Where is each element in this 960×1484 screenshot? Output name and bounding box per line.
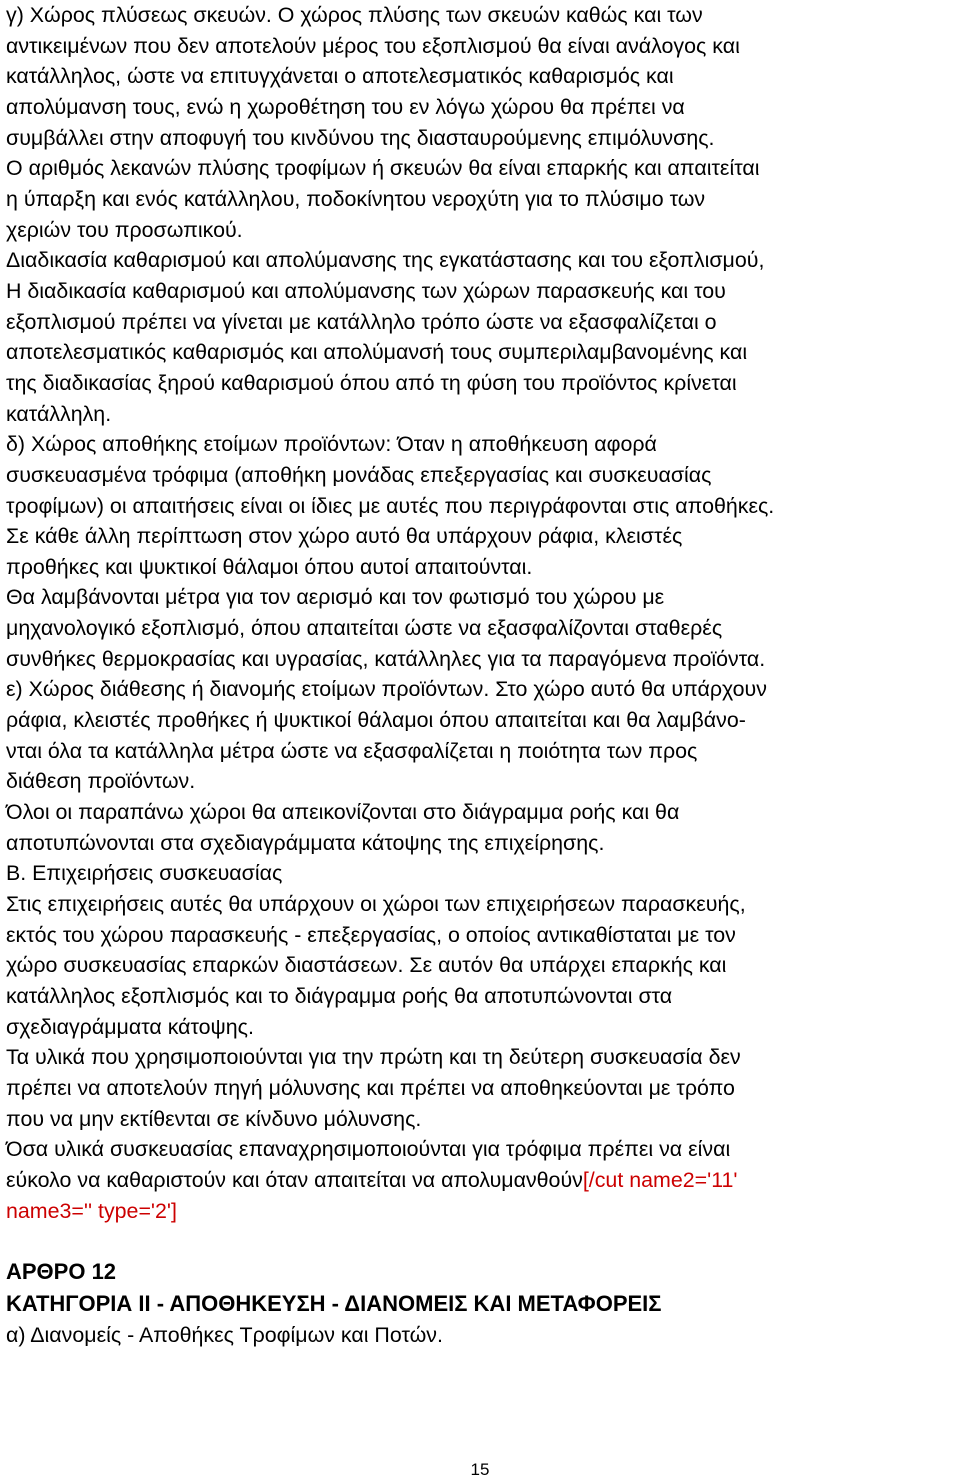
text-line: Στις επιχειρήσεις αυτές θα υπάρχουν οι χώροι των επιχειρήσεων παρασκευής, [6, 892, 746, 917]
text-line: εξοπλισμού πρέπει να γίνεται με κατάλληλο τρόπο ώστε να εξασφαλίζεται ο [6, 309, 717, 334]
text-line: προθήκες και ψυκτικοί θάλαμοι όπου αυτοί απαιτούνται. [6, 554, 533, 579]
text-line: Σε κάθε άλλη περίπτωση στον χώρο αυτό θα υπάρχουν ράφια, κλειστές [6, 524, 683, 549]
text-line: Β. Επιχειρήσεις συσκευασίας [6, 861, 283, 886]
text-line: Τα υλικά που χρησιμοποιούνται για την πρώτη και τη δεύτερη συσκευασία δεν [6, 1045, 741, 1070]
document-page [6, 0, 956, 1351]
text-line: της διαδικασίας ξηρού καθαρισμού όπου από τη φύση του προϊόντος κρίνεται [6, 370, 737, 395]
text-line: ε) Χώρος διάθεσης ή διανομής ετοίμων προϊόντων. Στο χώρο αυτό θα υπάρχουν [6, 677, 767, 702]
text-line: η ύπαρξη και ενός κατάλληλου, ποδοκίνητου νεροχύτη για το πλύσιμο των [6, 186, 706, 211]
text-line: εκτός του χώρου παρασκευής - επεξεργασίας, ο οποίος αντικαθίσταται με τον [6, 922, 736, 947]
text-line: πρέπει να αποτελούν πηγή μόλυνσης και πρέπει να αποθηκεύονται με τρόπο [6, 1075, 735, 1100]
body-text [6, 0, 956, 1226]
text-line: απολύμανση τους, ενώ η χωροθέτηση του εν λόγω χώρου θα πρέπει να [6, 94, 685, 119]
text-line: Όλοι οι παραπάνω χώροι θα απεικονίζονται στο διάγραμμα ροής και θα [6, 800, 680, 825]
text-line: ράφια, κλειστές προθήκες ή ψυκτικοί θάλαμοι όπου απαιτείται και θα λαμβάνο- [6, 708, 746, 733]
text-line: Διαδικασία καθαρισμού και απολύμανσης της εγκατάστασης και του εξοπλισμού, [6, 248, 765, 273]
page-number: 15 [470, 1460, 490, 1479]
text-line: διάθεση προϊόντων. [6, 769, 196, 794]
article-heading: ΑΡΘΡΟ 12 [6, 1259, 117, 1285]
cut-markup-end: name3='' type='2'] [6, 1198, 177, 1223]
paragraph-gap [6, 1226, 956, 1256]
sub-heading: α) Διανομείς - Αποθήκες Τροφίμων και Ποτών. [6, 1323, 443, 1348]
text-line: συσκευασμένα τρόφιμα (αποθήκη μονάδας επεξεργασίας και συσκευασίας [6, 462, 712, 487]
text-line: κατάλληλος, ώστε να επιτυγχάνεται ο αποτελεσματικός καθαρισμός και [6, 64, 674, 89]
text-line: μηχανολογικό εξοπλισμό, όπου απαιτείται ώστε να εξασφαλίζονται σταθερές [6, 616, 723, 641]
text-line: αποτυπώνονται στα σχεδιαγράμματα κάτοψης της επιχείρησης. [6, 830, 605, 855]
text-line: δ) Χώρος αποθήκης ετοίμων προϊόντων: Όταν η αποθήκευση αφορά [6, 432, 657, 457]
text-line: αποτελεσματικός καθαρισμός και απολύμανσή τους συμπεριλαμβανομένης και [6, 340, 748, 365]
text-line: συνθήκες θερμοκρασίας και υγρασίας, κατάλληλες για τα παραγόμενα προϊόντα. [6, 646, 766, 671]
text-line-with-markup [6, 1165, 956, 1196]
text-line: κατάλληλος εξοπλισμός και το διάγραμμα ροής θα αποτυπώνονται στα [6, 984, 673, 1008]
text-line: σχεδιαγράμματα κάτοψης. [6, 1014, 254, 1039]
text-line: συμβάλλει στην αποφυγή του κινδύνου της διασταυρούμενης επιμόλυνσης. [6, 125, 715, 150]
category-heading: ΚΑΤΗΓΟΡΙΑ ΙΙ - ΑΠΟΘΗΚΕΥΣΗ - ΔΙΑΝΟΜΕΙΣ ΚΑΙ ΜΕΤΑΦΟΡΕΙΣ [6, 1291, 662, 1317]
text-line: γ) Χώρος πλύσεως σκευών. Ο χώρος πλύσης των σκευών καθώς και των [6, 3, 703, 27]
text-line: που να μην εκτίθενται σε κίνδυνο μόλυνσης. [6, 1106, 422, 1131]
text-line: Θα λαμβάνονται μέτρα για τον αερισμό και τον φωτισμό του χώρου με [6, 585, 665, 610]
text-line: χώρο συσκευασίας επαρκών διαστάσεων. Σε αυτόν θα υπάρχει επαρκής και [6, 953, 727, 978]
text-line: τροφίμων) οι απαιτήσεις είναι οι ίδιες με αυτές που περιγράφονται στις αποθήκες. [6, 493, 775, 518]
text-line: χεριών του προσωπικού. [6, 217, 243, 242]
text-line-black-part: εύκολο να καθαριστούν και όταν απαιτείται να απολυμανθούν [6, 1167, 583, 1192]
text-line: κατάλληλη. [6, 401, 112, 426]
text-line: Ο αριθμός λεκανών πλύσης τροφίμων ή σκευών θα είναι επαρκής και απαιτείται [6, 156, 760, 181]
text-line: Όσα υλικά συσκευασίας επαναχρησιμοποιούνται για τρόφιμα πρέπει να είναι [6, 1137, 731, 1162]
text-line: Η διαδικασία καθαρισμού και απολύμανσης των χώρων παρασκευής και του [6, 278, 726, 303]
cut-markup-start: [/cut name2='11' [582, 1167, 738, 1192]
text-line: νται όλα τα κατάλληλα μέτρα ώστε να εξασφαλίζεται η ποιότητα των προς [6, 738, 698, 763]
text-line: αντικειμένων που δεν αποτελούν μέρος του εξοπλισμού θα είναι ανάλογος και [6, 33, 740, 58]
